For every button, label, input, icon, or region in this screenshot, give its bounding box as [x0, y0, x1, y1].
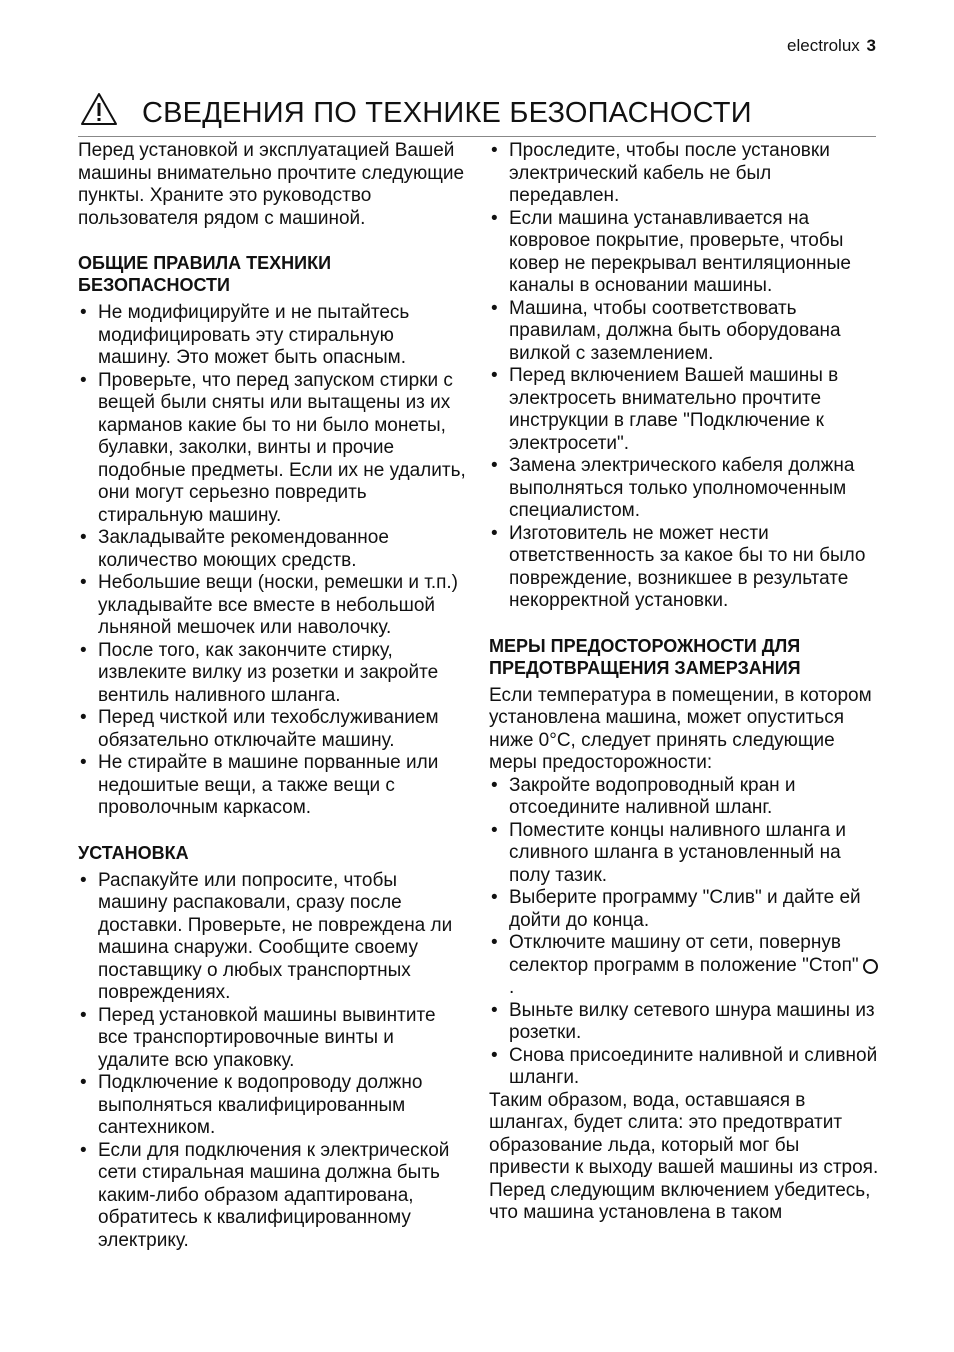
right-column [489, 140, 879, 1225]
list-item: • Закройте водопроводный кран и отсоедините наливной шланг. [489, 775, 879, 820]
list-item: • Выберите программу "Слив" и дайте ей дойти до конца. [489, 887, 879, 932]
general-safety-heading: ОБЩИЕ ПРАВИЛА ТЕХНИКИ БЕЗОПАСНОСТИ [78, 253, 332, 295]
stop-circle-icon [863, 959, 878, 974]
installation-heading: УСТАНОВКА [78, 842, 189, 863]
frost-outro-paragraph: Таким образом, вода, оставшаяся в шлангах, будет слита: это предотвратит образование льда, который мог бы привести к выходу вашей машины из строя. Перед следующим включением убедитесь, что машина установлена в таком [489, 1089, 879, 1223]
brand-name: electrolux [787, 36, 860, 55]
list-item: • Небольшие вещи (носки, ремешки и т.п.) укладывайте все вместе в небольшой льняной мешочек или наволочку. [78, 572, 468, 640]
list-item: • Перед включением Вашей машины в электросеть внимательно прочтите инструкции в главе "Подключение к электросети". [489, 365, 879, 455]
list-item: • Машина, чтобы соответствовать правилам, должна быть оборудована вилкой с заземлением. [489, 298, 879, 366]
list-item: • Если для подключения к электрической сети стиральная машина должна быть каким-либо образом адаптирована, обратитесь к квалифицированному электрику. [78, 1140, 468, 1253]
list-item-stop [489, 932, 879, 1000]
installation-list [78, 870, 468, 1253]
general-safety-list [78, 302, 468, 820]
installation-list-continued [489, 140, 879, 613]
list-item: • Не модифицируйте и не пытайтесь модифицировать эту стиральную машину. Это может быть опасным. [78, 302, 468, 370]
list-item: • Распакуйте или попросите, чтобы машину распаковали, сразу после доставки. Проверьте, не повреждена ли машина снаружи. Сообщите своему поставщику о любых транспортных повреждениях. [78, 870, 468, 1005]
list-item: • Закладывайте рекомендованное количество моющих средств. [78, 527, 468, 572]
stop-instruction-end: . [509, 977, 515, 998]
frost-precautions-list [489, 775, 879, 1090]
list-item: • Снова присоедините наливной и сливной шланги. [489, 1045, 879, 1090]
frost-intro-paragraph: Если температура в помещении, в котором установлена машина, может опуститься ниже 0°C, следует принять следующие меры предосторожности: [489, 684, 872, 773]
list-item: • Выньте вилку сетевого шнура машины из розетки. [489, 1000, 879, 1045]
warning-triangle-icon [80, 92, 118, 126]
intro-paragraph: Перед установкой и эксплуатацией Вашей машины внимательно прочтите следующие пункты. Храните это руководство пользователя рядом с машиной. [78, 140, 465, 229]
list-item: • Если машина устанавливается на ковровое покрытие, проверьте, чтобы ковер не перекрывал вентиляционные каналы в основании машины. [489, 208, 879, 298]
list-item: • Проследите, чтобы после установки электрический кабель не был передавлен. [489, 140, 879, 208]
list-item: • Поместите концы наливного шланга и сливного шланга в установленный на полу тазик. [489, 820, 879, 888]
stop-instruction-text: Отключите машину от сети, повернув селектор программ в положение "Стоп" [509, 932, 859, 976]
list-item: • Не стирайте в машине порванные или недошитые вещи, а также вещи с проволочным каркасом. [78, 752, 468, 820]
list-item: • Подключение к водопроводу должно выполняться квалифицированным сантехником. [78, 1072, 468, 1140]
page-number: 3 [866, 36, 876, 55]
list-item: • Проверьте, что перед запуском стирки с вещей были сняты или вытащены из их карманов какие бы то ни было монеты, булавки, заколки, винты и прочие подобные предметы. Если их не удалить, они могут серьезно повредить стиральную машину. [78, 370, 468, 528]
list-item: • Изготовитель не может нести ответственность за какое бы то ни было повреждение, возникшее в результате некорректной установки. [489, 523, 879, 613]
section-title-row [78, 92, 876, 137]
left-column [78, 140, 468, 1252]
page-title: СВЕДЕНИЯ ПО ТЕХНИКЕ БЕЗОПАСНОСТИ [142, 97, 752, 129]
frost-precautions-heading: МЕРЫ ПРЕДОСТОРОЖНОСТИ ДЛЯ ПРЕДОТВРАЩЕНИЯ ЗАМЕРЗАНИЯ [489, 635, 801, 678]
list-item: • После того, как закончите стирку, извлеките вилку из розетки и закройте вентиль наливного шланга. [78, 640, 468, 708]
page-header [787, 36, 876, 56]
list-item: • Перед чисткой или техобслуживанием обязательно отключайте машину. [78, 707, 468, 752]
list-item: • Перед установкой машины вывинтите все транспортировочные винты и удалите всю упаковку. [78, 1005, 468, 1073]
list-item: • Замена электрического кабеля должна выполняться только уполномоченным специалистом. [489, 455, 879, 523]
